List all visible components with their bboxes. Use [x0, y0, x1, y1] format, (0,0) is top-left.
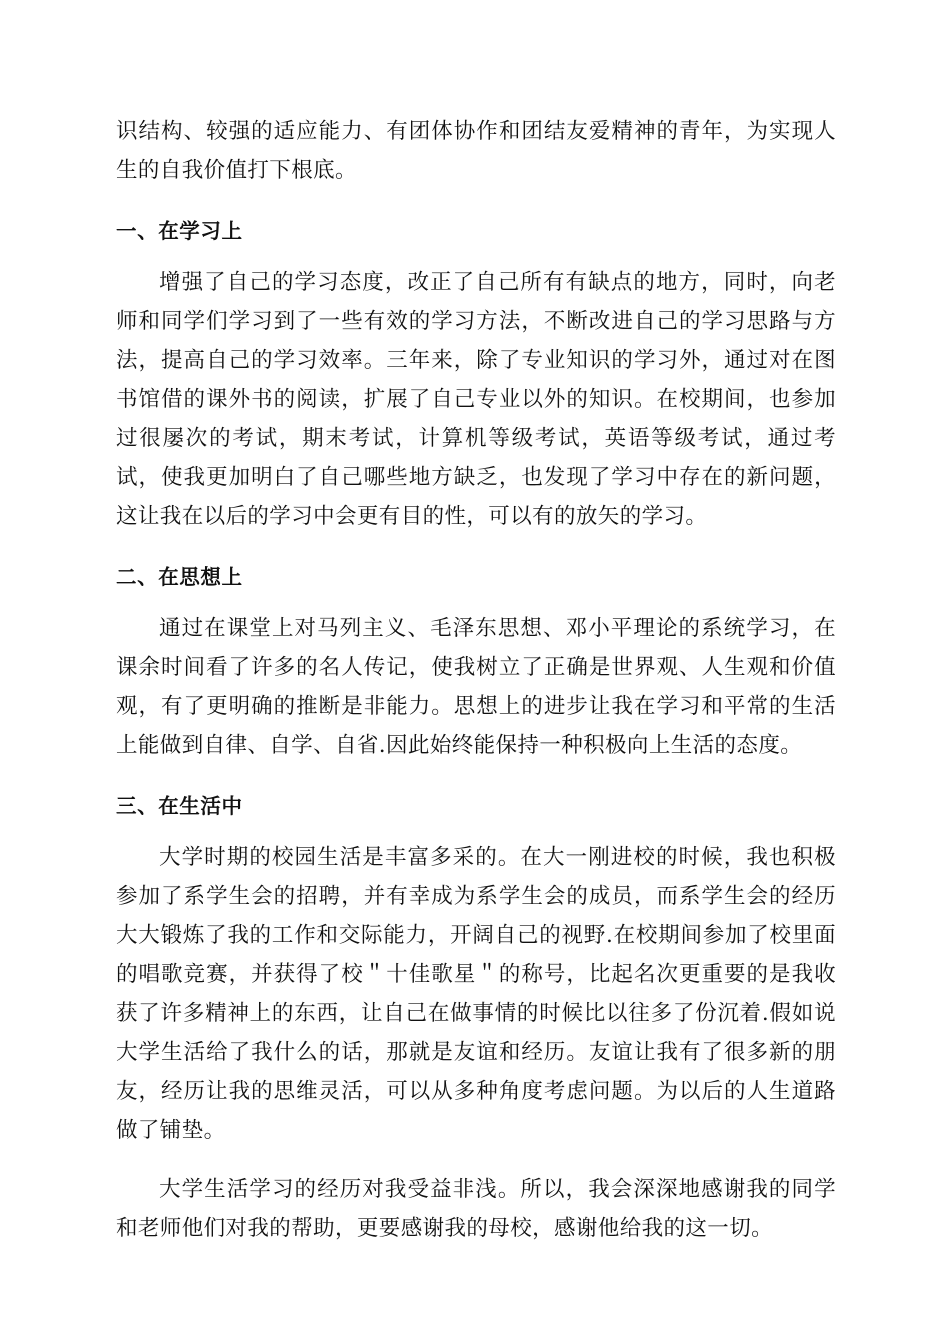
section-heading-thought: 二、在思想上 [116, 565, 243, 589]
section-thought-paragraph: 通过在课堂上对马列主义、毛泽东思想、邓小平理论的系统学习，在课余时间看了许多的名人传记，使我树立了正确是世界观、人生观和价值观，有了更明确的推断是非能力。思想上的进步让我在学习和平常的生活上能做到自律、自学、自省.因此始终能保持一种积极向上生活的态度。 [116, 616, 836, 758]
closing-paragraph: 大学生活学习的经历对我受益非浅。所以，我会深深地感谢我的同学和老师他们对我的帮助，更要感谢我的母校，感谢他给我的这一切。 [116, 1177, 836, 1241]
intro-paragraph-tail: 识结构、较强的适应能力、有团体协作和团结友爱精神的青年，为实现人生的自我价值打下根底。 [116, 119, 836, 183]
section-heading-study: 一、在学习上 [116, 219, 243, 243]
document-body [116, 112, 836, 1248]
section-heading-life: 三、在生活中 [116, 794, 243, 818]
section-life-paragraph: 大学时期的校园生活是丰富多采的。在大一刚进校的时候，我也积极参加了系学生会的招聘，并有幸成为系学生会的成员，而系学生会的经历大大锻炼了我的工作和交际能力，开阔自己的视野.在校期间参加了校里面的唱歌竞赛，并获得了校＂十佳歌星＂的称号，比起名次更重要的是我收获了许多精神上的东西，让自己在做事情的时候比以往多了份沉着.假如说大学生活给了我什么的话，那就是友谊和经历。友谊让我有了很多新的朋友，经历让我的思维灵活，可以从多种角度考虑问题。为以后的人生道路做了铺垫。 [116, 845, 836, 1143]
section-study-paragraph: 增强了自己的学习态度，改正了自己所有有缺点的地方，同时，向老师和同学们学习到了一些有效的学习方法，不断改进自己的学习思路与方法，提高自己的学习效率。三年来，除了专业知识的学习外，通过对在图书馆借的课外书的阅读，扩展了自己专业以外的知识。在校期间，也参加过很屡次的考试，期末考试，计算机等级考试，英语等级考试，通过考试，使我更加明白了自己哪些地方缺乏，也发现了学习中存在的新问题，这让我在以后的学习中会更有目的性，可以有的放矢的学习。 [116, 270, 836, 529]
